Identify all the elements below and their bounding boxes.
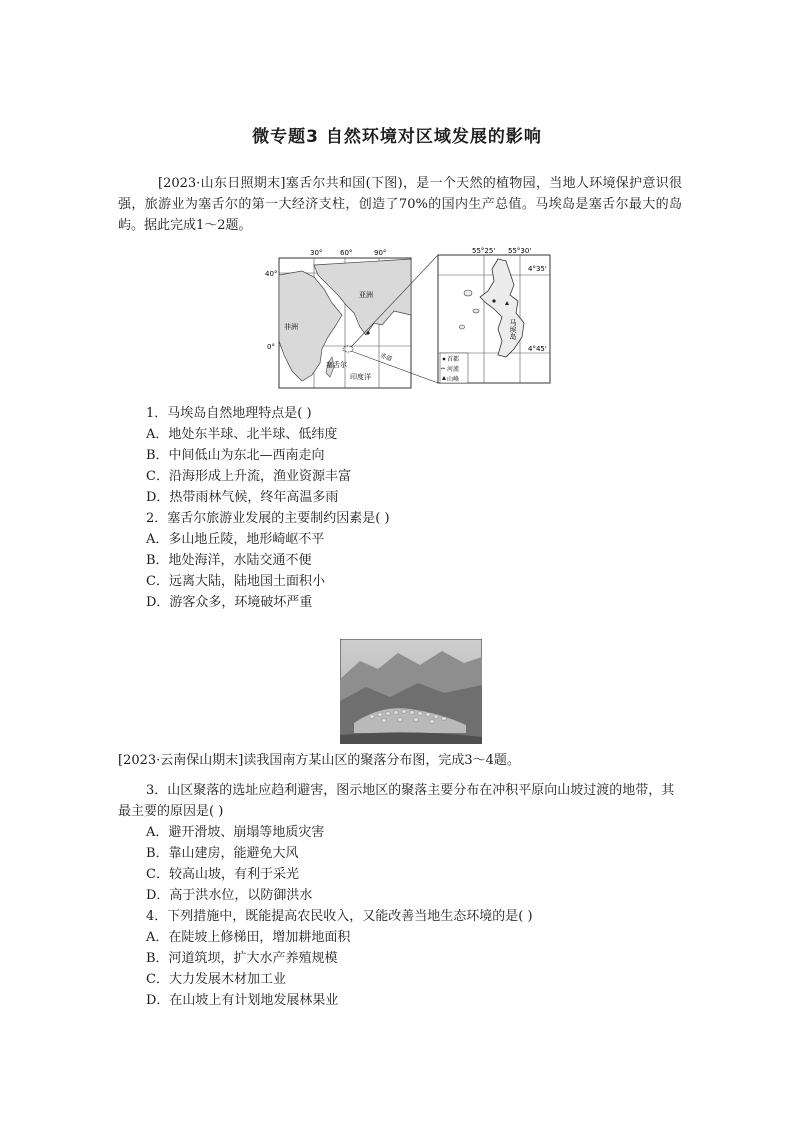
- map-lon-90: 90°: [374, 249, 387, 257]
- inset-lon-2: 55°30': [508, 247, 532, 255]
- question-2-option-a: A．多山地丘陵，地形崎岖不平: [146, 532, 325, 547]
- map-lon-60: 60°: [340, 249, 353, 257]
- question-1-option-c: C．沿海形成上升流，渔业资源丰富: [146, 469, 351, 484]
- page-title: 微专题3 自然环境对区域发展的影响: [252, 127, 542, 147]
- map-lat-40: 40°: [265, 270, 278, 278]
- question-4-option-d: D．在山坡上有计划地发展林果业: [146, 993, 339, 1008]
- question-4-stem: 4．下列措施中，既能提高农民收入，又能改善当地生态环境的是( ): [146, 909, 533, 924]
- inset-lat-2: 4°45': [528, 345, 547, 353]
- question-list-1-2: [146, 403, 686, 613]
- question-2-option-c: C．远离大陆，陆地国土面积小: [146, 574, 325, 589]
- question-2-option-d: D．游客众多，环境破坏严重: [146, 595, 313, 610]
- intro-paragraph-1: [2023·山东日照期末]塞舌尔共和国(下图)，是一个天然的植物园，当地人环境保护意识很强，旅游业为塞舌尔的第一大经济支柱，创造了70%的国内生产总值。马埃岛是塞舌尔最大的岛屿。据此完成1～2题。: [118, 176, 682, 233]
- question-3-option-d: D．高于洪水位，以防御洪水: [146, 888, 313, 903]
- map-lon-30: 30°: [310, 249, 323, 257]
- question-2-stem: 2．塞舌尔旅游业发展的主要制约因素是( ): [146, 511, 390, 526]
- question-list-3-4: [118, 780, 682, 1011]
- map-label-seychelles: 塞舌尔: [326, 361, 347, 369]
- question-4-option-b: B．河道筑坝，扩大水产养殖规模: [146, 951, 338, 966]
- question-3-option-b: B．靠山建房，能避免大风: [146, 846, 299, 861]
- question-1-option-a: A．地处东半球、北半球、低纬度: [146, 427, 338, 442]
- question-3-option-c: C．较高山坡，有利于采光: [146, 867, 299, 882]
- question-1-option-b: B．中间低山为东北—西南走向: [146, 448, 325, 463]
- inset-lat-1: 4°35': [528, 265, 547, 273]
- intro-paragraph-2: [2023·云南保山期末]读我国南方某山区的聚落分布图，完成3～4题。: [118, 753, 520, 768]
- legend-capital: 首都: [447, 356, 460, 363]
- map-label-africa: 非洲: [284, 323, 298, 331]
- question-3-option-a: A．避开滑坡、崩塌等地质灾害: [146, 825, 325, 840]
- legend-river: 河流: [447, 366, 460, 373]
- map-label-equator: 赤道: [379, 352, 394, 363]
- question-4-option-c: C．大力发展木材加工业: [146, 972, 286, 987]
- question-2-option-b: B．地处海洋，水陆交通不便: [146, 553, 312, 568]
- question-3-stem: 3．山区聚落的选址应趋利避害，图示地区的聚落主要分布在冲积平原向山坡过渡的地带，其最主要的原因是( ): [118, 783, 675, 819]
- settlement-photo: [340, 639, 482, 744]
- question-1-option-d: D．热带雨林气候，终年高温多雨: [146, 490, 339, 505]
- map-lat-0: 0°: [267, 343, 275, 351]
- inset-island-label: 马埃岛: [509, 319, 517, 340]
- seychelles-map-figure: [262, 245, 562, 393]
- map-label-indian-ocean: 印度洋: [350, 373, 371, 381]
- question-1-stem: 1．马埃岛自然地理特点是( ): [146, 406, 312, 421]
- map-label-asia: 亚洲: [359, 291, 373, 299]
- legend-peak: 山峰: [447, 376, 460, 383]
- question-4-option-a: A．在陡坡上修梯田，增加耕地面积: [146, 930, 351, 945]
- inset-lon-1: 55°25': [472, 247, 496, 255]
